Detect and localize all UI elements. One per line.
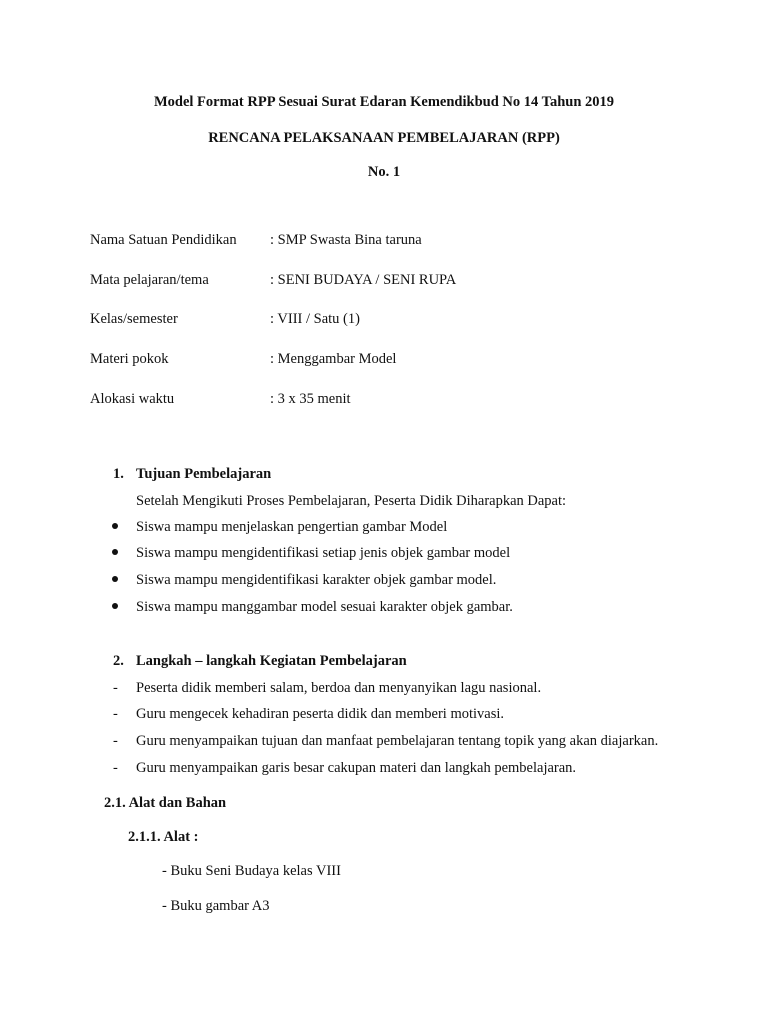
identity-label: Materi pokok <box>90 351 169 367</box>
bullet-icon <box>112 523 118 529</box>
sub-subsection-heading: 2.1.1. Alat : <box>128 829 199 845</box>
identity-label: Nama Satuan Pendidikan <box>90 232 237 248</box>
list-item-text: Siswa mampu manggambar model sesuai karakter objek gambar. <box>136 599 513 615</box>
section-number: 2. <box>113 653 124 669</box>
subsection-heading: 2.1. Alat dan Bahan <box>104 795 227 811</box>
bullet-icon <box>112 603 118 609</box>
bullet-icon <box>112 576 118 582</box>
list-item-text: Guru mengecek kehadiran peserta didik dan memberi motivasi. <box>136 706 505 722</box>
list-item-text: Guru menyampaikan tujuan dan manfaat pembelajaran tentang topik yang akan diajarkan. <box>136 733 659 749</box>
list-item-text: Peserta didik memberi salam, berdoa dan menyanyikan lagu nasional. <box>136 680 542 696</box>
identity-label: Mata pelajaran/tema <box>90 272 209 288</box>
identity-value: : SMP Swasta Bina taruna <box>270 232 422 248</box>
list-item-text: Siswa mampu mengidentifikasi setiap jenis objek gambar model <box>136 545 511 561</box>
section-number: 1. <box>113 466 124 482</box>
section-heading: Tujuan Pembelajaran <box>136 466 272 482</box>
dash-marker: - <box>113 680 118 696</box>
identity-value: : VIII / Satu (1) <box>270 311 360 327</box>
document-title: RENCANA PELAKSANAAN PEMBELAJARAN (RPP) <box>208 130 560 146</box>
dash-marker: - <box>113 760 118 776</box>
list-item: - Buku gambar A3 <box>162 898 270 914</box>
dash-marker: - <box>113 706 118 722</box>
section-intro: Setelah Mengikuti Proses Pembelajaran, Peserta Didik Diharapkan Dapat: <box>136 493 567 509</box>
identity-value: : SENI BUDAYA / SENI RUPA <box>270 272 457 288</box>
identity-value: : Menggambar Model <box>270 351 397 367</box>
identity-value: : 3 x 35 menit <box>270 391 351 407</box>
section-heading: Langkah – langkah Kegiatan Pembelajaran <box>136 653 407 669</box>
list-item-text: Siswa mampu menjelaskan pengertian gambar Model <box>136 519 448 535</box>
document-number: No. 1 <box>367 164 401 180</box>
dash-marker: - <box>113 733 118 749</box>
bullet-icon <box>112 549 118 555</box>
list-item-text: Siswa mampu mengidentifikasi karakter objek gambar model. <box>136 572 497 588</box>
list-item: - Buku Seni Budaya kelas VIII <box>162 863 341 879</box>
identity-label: Alokasi waktu <box>90 391 175 407</box>
document-model-line: Model Format RPP Sesuai Surat Edaran Kemendikbud No 14 Tahun 2019 <box>153 94 615 110</box>
identity-label: Kelas/semester <box>90 311 178 327</box>
list-item-text: Guru menyampaikan garis besar cakupan materi dan langkah pembelajaran. <box>136 760 577 776</box>
